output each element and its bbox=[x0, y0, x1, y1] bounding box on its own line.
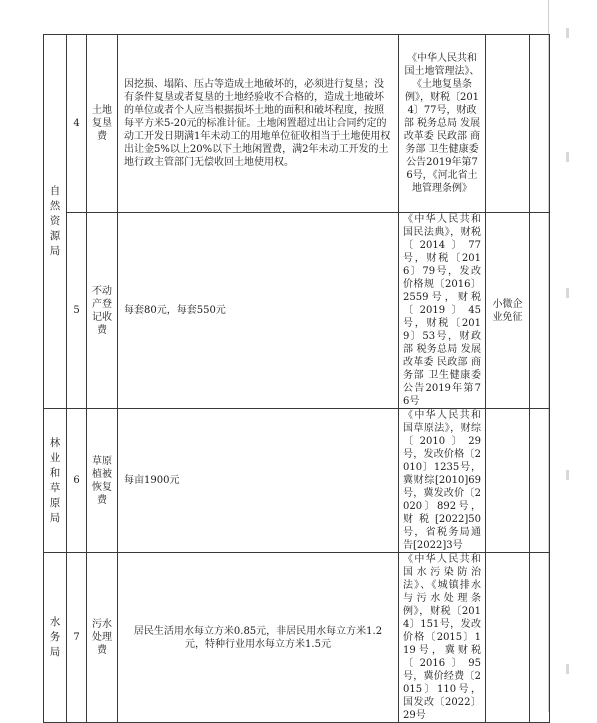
table-row bbox=[44, 409, 550, 553]
dept-label: 水务局 bbox=[49, 616, 61, 658]
legal-basis: 《中华人民共和国土地管理法》、《土地复垦条例》，财税〔2014〕77号，财政部 税务总局 发展改革委 民政部 商务部 卫生健康委公告2019年第76号，《河北省土地管理条例》 bbox=[399, 35, 486, 213]
fee-standard: 居民生活用水每立方米0.85元，非居民用水每立方米1.2元，特种行业用水每立方米1.5元 bbox=[118, 553, 399, 723]
dept-cell bbox=[44, 409, 67, 553]
fee-standard: 因挖损、塌陷、压占等造成土地破坏的，必须进行复垦；没有条件复垦或者复垦的土地经验收不合格的，造成土地破坏的单位或者个人应当根据损坏土地的面积和破坏程度，按照每平方米5-20元的标准计征。土地闲置超过出让合同约定的动工开发日期满1年未动工的用地单位征收相当于土地使用权出让金5%以上20%以下土地闲置费，满2年未动工开发的土地行政主管部门无偿收回土地使用权。 bbox=[118, 35, 399, 213]
binding-mark bbox=[566, 664, 569, 674]
table-row bbox=[44, 553, 550, 723]
binding-mark bbox=[566, 152, 569, 162]
fee-name-cell bbox=[87, 553, 118, 723]
row-number: 7 bbox=[67, 553, 87, 723]
legal-basis: 《中华人民共和国民法典》，财税〔2014〕77号，财税〔2016〕79号，发改价格规〔2016〕2559号，财税〔2019〕45号，财税〔2019〕53号，财政部 税务总局 发展改革委 民政部 商务部 卫生健康委公告2019年第76号 bbox=[399, 213, 486, 409]
binding-mark bbox=[566, 28, 569, 38]
fee-name: 不动产登记收费 bbox=[92, 285, 112, 336]
remark-cell bbox=[486, 409, 530, 553]
fee-name-cell bbox=[87, 35, 118, 213]
blank-cell bbox=[530, 213, 550, 409]
legal-basis: 《中华人民共和国水污染防治法》、《城镇排水与污水处理条例》，财税〔2014〕151号，发改价格〔2015〕119号，冀财税〔2016〕95号，冀价经费〔2015〕110号，国发改〔2022〕29号 bbox=[399, 553, 486, 723]
blank-cell bbox=[530, 409, 550, 553]
row-number: 5 bbox=[67, 213, 87, 409]
row-number: 4 bbox=[67, 35, 87, 213]
blank-cell bbox=[530, 35, 550, 213]
remark-cell bbox=[486, 213, 530, 409]
row-number: 6 bbox=[67, 409, 87, 553]
remark-cell bbox=[486, 553, 530, 723]
blank-cell bbox=[530, 553, 550, 723]
dept-label: 自然资源局 bbox=[49, 185, 61, 257]
fee-standard: 每亩1900元 bbox=[118, 409, 399, 553]
fee-table bbox=[43, 34, 550, 723]
table-row bbox=[44, 213, 550, 409]
fee-name-cell bbox=[87, 409, 118, 553]
dept-cell bbox=[44, 35, 67, 409]
binding-mark bbox=[566, 470, 569, 480]
remark-text: 小微企业免征 bbox=[492, 298, 523, 323]
dept-label: 林业和草原局 bbox=[49, 436, 61, 524]
table-row bbox=[44, 35, 550, 213]
binding-mark bbox=[566, 288, 569, 298]
fee-standard: 每套80元，每套550元 bbox=[118, 213, 399, 409]
legal-basis: 《中华人民共和国草原法》，财综〔2010〕29号，发改价格〔2010〕1235号，冀财综[2010]69号，冀发改价〔2020〕892号，财税[2022]50号，省税务局通告[2022]3号 bbox=[399, 409, 486, 553]
fee-name: 土地复垦费 bbox=[92, 105, 112, 142]
dept-cell bbox=[44, 553, 67, 723]
fee-name: 草原植被恢复费 bbox=[92, 455, 112, 506]
fee-name: 污水处理费 bbox=[92, 619, 112, 656]
fee-name-cell bbox=[87, 213, 118, 409]
remark-cell bbox=[486, 35, 530, 213]
